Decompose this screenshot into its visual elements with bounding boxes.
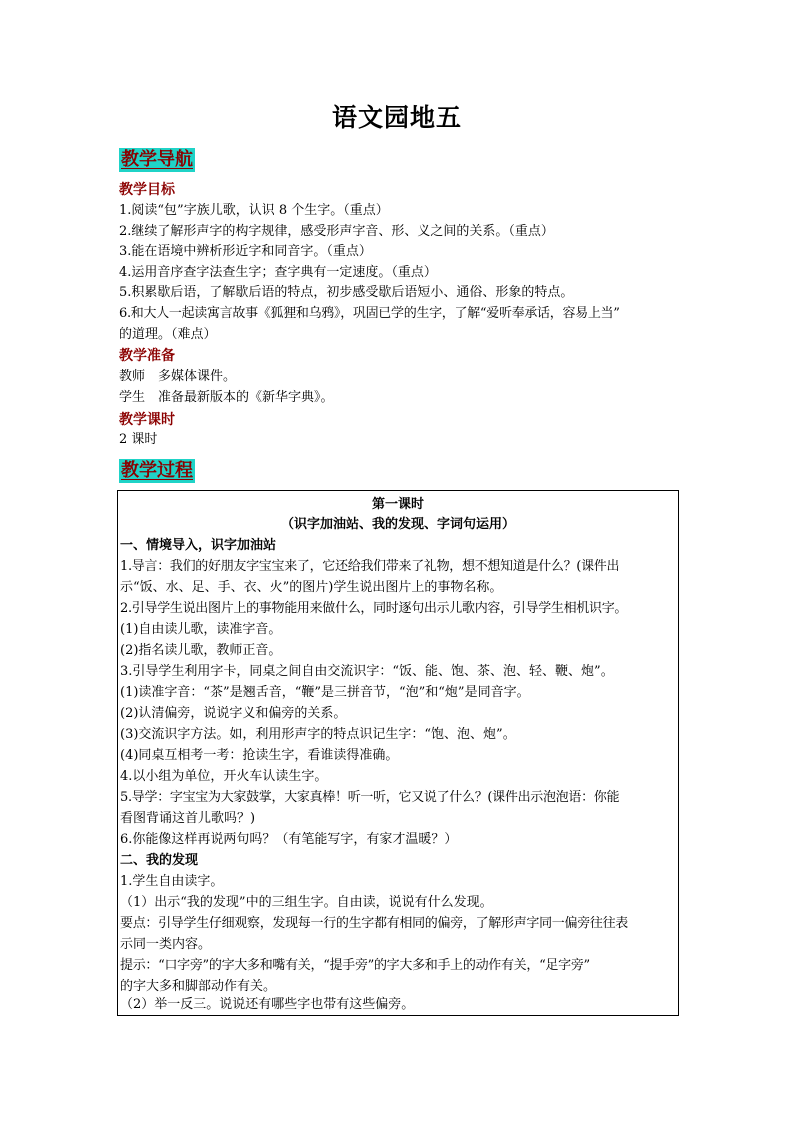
part1-line: (2)认清偏旁，说说字义和偏旁的关系。 [120, 706, 347, 721]
teaching-nav-heading: 教学导航 [121, 149, 193, 170]
part1-heading: 一、情境导入，识字加油站 [120, 538, 277, 553]
part1-line: (4)同桌互相考一考：抢读生字，看谁读得准确。 [120, 748, 399, 763]
part2-line: （1）出示“我的发现”中的三组生字。自由读，说说有什么发现。 [120, 895, 493, 910]
part2-heading: 二、我的发现 [120, 853, 199, 868]
goal-line: 1.阅读“包”字族儿歌，认识 8 个生字。（重点） [119, 203, 389, 218]
prep-line: 教师 多媒体课件。 [119, 369, 237, 384]
part1-line: 4.以小组为单位，开火车认读生字。 [120, 769, 328, 784]
teaching-process-heading: 教学过程 [121, 460, 193, 481]
part1-line: (2)指名读儿歌，教师正音。 [120, 643, 282, 658]
lesson-title: 第一课时 [371, 497, 424, 512]
part1-line: (1)自由读儿歌，读准字音。 [120, 622, 282, 637]
lesson-subtitle: （识字加油站、我的发现、字词句运用） [280, 517, 515, 532]
prep-heading: 教学准备 [119, 348, 175, 364]
goals-heading: 教学目标 [119, 182, 175, 198]
page-title: 语文园地五 [331, 103, 462, 132]
goal-line: 的道理。（难点） [119, 326, 217, 342]
part1-line: (1)读准字音：“茶”是翘舌音，“鞭”是三拼音节，“泡”和“炮”是同音字。 [120, 685, 530, 700]
part1-line: 5.导学：字宝宝为大家鼓掌，大家真棒！听一听，它又说了什么？(课件出示泡泡语：你能 [120, 790, 620, 805]
part1-line: 6.你能像这样再说两句吗？（有笔能写字，有家才温暖？） [120, 832, 458, 847]
part2-line: 要点：引导学生仔细观察，发现每一行的生字都有相同的偏旁，了解形声字同一偏旁往往表 [120, 916, 629, 931]
part1-line: 3.引导学生利用字卡，同桌之间自由交流识字：“饭、能、饱、茶、泡、轻、鞭、炮”。 [120, 664, 614, 679]
goal-line: 3.能在语境中辨析形近字和同音字。（重点） [119, 244, 372, 259]
part1-line: 1.导言：我们的好朋友字宝宝来了，它还给我们带来了礼物，想不想知道是什么？(课件出 [120, 559, 620, 574]
goal-line: 6.和大人一起读寓言故事《狐狸和乌鸦》，巩固已学的生字，了解“爱听奉承话，容易上当” [119, 306, 620, 321]
part1-line: 2.引导学生说出图片上的事物能用来做什么，同时逐句出示儿歌内容，引导学生相机识字。 [120, 601, 628, 616]
prep-line: 学生 准备最新版本的《新华字典》。 [119, 390, 334, 405]
lesson-plan-table [117, 490, 679, 1016]
part2-line: （2）举一反三。说说还有哪些字也带有这些偏旁。 [120, 997, 415, 1012]
goal-line: 5.积累歇后语，了解歇后语的特点，初步感受歇后语短小、通俗、形象的特点。 [119, 285, 574, 300]
part2-line: 1.学生自由读字。 [120, 874, 224, 889]
goal-line: 2.继续了解形声字的构字规律，感受形声字音、形、义之间的关系。（重点） [119, 223, 554, 239]
hours-heading: 教学课时 [119, 412, 175, 428]
goal-line: 4.运用音序查字法查生字；查字典有一定速度。（重点） [119, 264, 437, 280]
part2-line: 示同一类内容。 [120, 937, 212, 952]
part1-line: (3)交流识字方法。如，利用形声字的特点识记生字：“饱、泡、炮”。 [120, 727, 516, 742]
part2-line: 的字大多和脚部动作有关。 [120, 979, 277, 994]
hours-value: 2 课时 [119, 432, 158, 447]
part1-line: 看图背诵这首儿歌吗？) [120, 811, 256, 826]
part2-line: 提示：“口字旁”的字大多和嘴有关，“提手旁”的字大多和手上的动作有关，“足字旁” [120, 958, 590, 973]
part1-line: 示“饭、水、足、手、衣、火”的图片)学生说出图片上的事物名称。 [120, 580, 503, 595]
